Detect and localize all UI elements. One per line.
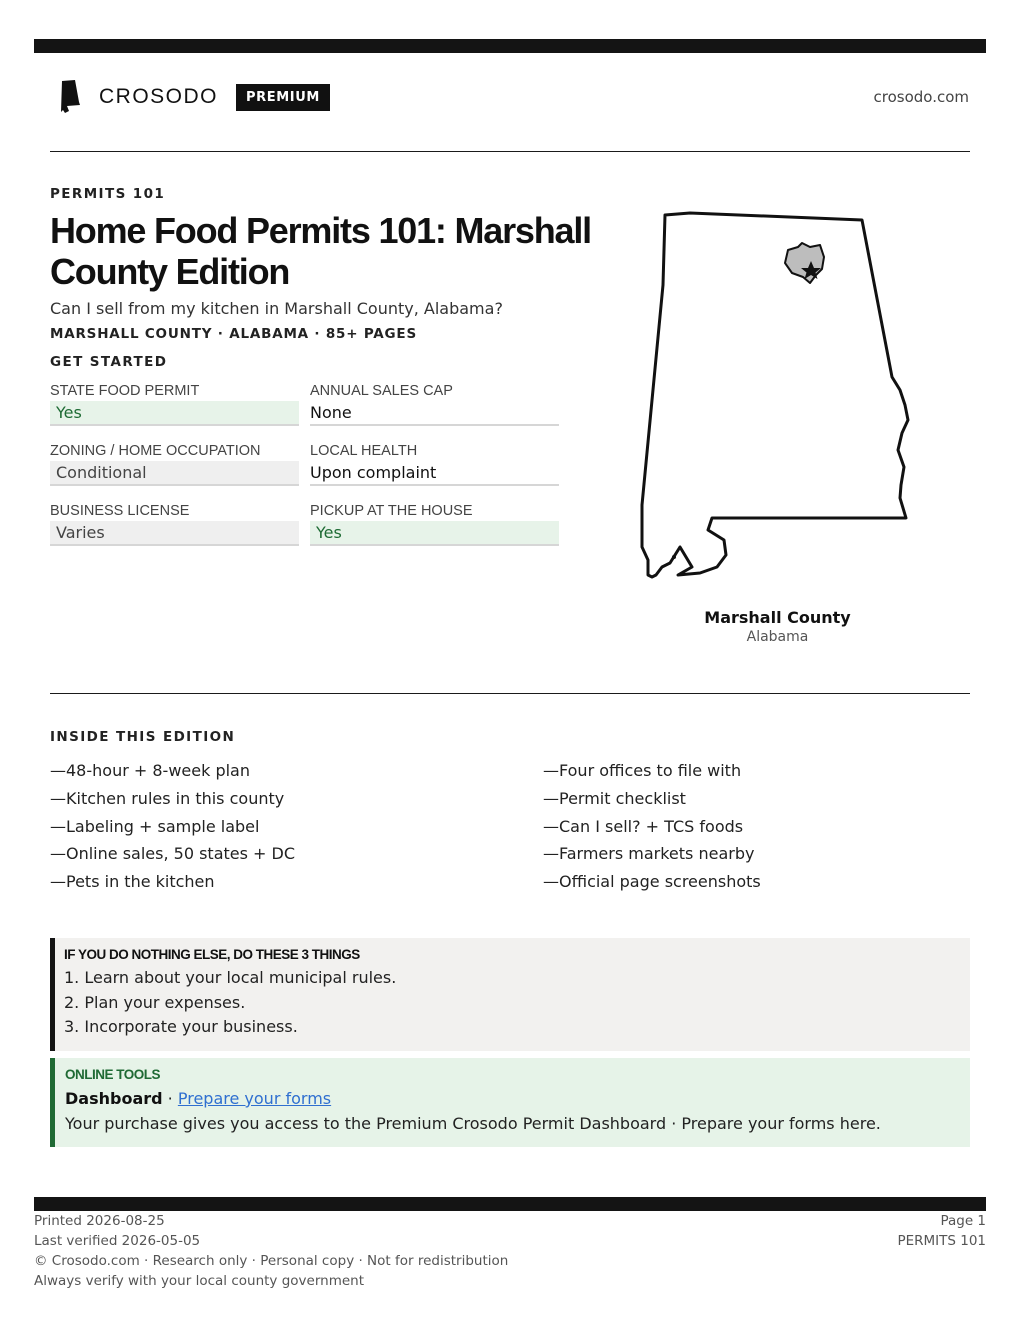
verified-date: Last verified 2026-05-05	[34, 1233, 201, 1249]
toc-item: —Permit checklist	[543, 788, 686, 808]
premium-badge: PREMIUM	[236, 84, 330, 111]
city-dot	[672, 555, 676, 559]
three-things-item: 3. Incorporate your business.	[64, 1017, 298, 1036]
fact-value: Conditional	[50, 461, 299, 486]
dashboard-row	[65, 1086, 970, 1111]
brand[interactable]	[60, 80, 330, 114]
toc-item: —Online sales, 50 states + DC	[50, 844, 296, 864]
toc-item: —Can I sell? + TCS foods	[543, 816, 744, 836]
three-things-box	[50, 938, 970, 1051]
page-title: Home Food Permits 101: Marshall County Edition	[50, 210, 591, 292]
get-started-heading: GET STARTED	[50, 354, 168, 370]
fact-value: Varies	[50, 521, 299, 546]
map-county-name: Marshall County	[704, 608, 851, 627]
three-things-item: 2. Plan your expenses.	[64, 992, 246, 1012]
dashboard-label: Dashboard	[65, 1089, 163, 1108]
map-caption	[640, 608, 915, 645]
prepare-forms-link[interactable]: Prepare your forms	[177, 1089, 332, 1108]
fact-label: STATE FOOD PERMIT	[50, 383, 200, 399]
fact-label: PICKUP AT THE HOUSE	[310, 503, 473, 519]
fact-label: ZONING / HOME OCCUPATION	[50, 443, 261, 459]
top-bar	[34, 39, 986, 53]
toc-item: —Kitchen rules in this county	[50, 788, 285, 808]
fact-local-health	[310, 441, 559, 486]
inside-heading: INSIDE THIS EDITION	[50, 729, 236, 745]
map-state-name: Alabama	[746, 629, 809, 645]
fact-label: ANNUAL SALES CAP	[310, 383, 453, 399]
toc-item: —Four offices to file with	[543, 761, 742, 780]
toc-left-column	[50, 757, 295, 896]
toc-item: —Labeling + sample label	[50, 816, 260, 836]
page-number: Page 1	[940, 1213, 986, 1229]
toc-item: —Farmers markets nearby	[543, 844, 755, 864]
alabama-outline	[642, 213, 908, 577]
footer-section: PERMITS 101	[897, 1233, 986, 1249]
toc-item: —Pets in the kitchen	[50, 872, 215, 892]
brand-name: CROSODO	[99, 85, 219, 108]
fact-value: Yes	[310, 521, 559, 546]
copyright: © Crosodo.com · Research only · Personal copy · Not for redistribution	[34, 1253, 509, 1269]
fact-pickup-at-house	[310, 501, 559, 546]
fact-label: BUSINESS LICENSE	[50, 503, 190, 519]
online-tools-heading: ONLINE TOOLS	[65, 1067, 161, 1082]
alabama-map	[630, 205, 930, 585]
alabama-logo-icon	[60, 80, 82, 114]
divider	[50, 151, 970, 152]
fact-value: Yes	[50, 401, 299, 426]
three-things-item: 1. Learn about your local municipal rules.	[64, 968, 397, 987]
printed-date: Printed 2026-08-25	[34, 1213, 165, 1229]
verify-note: Always verify with your local county government	[34, 1273, 364, 1289]
fact-state-food-permit	[50, 381, 299, 426]
separator: ·	[167, 1089, 173, 1108]
footer-left	[34, 1211, 508, 1291]
bottom-bar	[34, 1197, 986, 1211]
site-url[interactable]: crosodo.com	[873, 88, 969, 106]
divider	[50, 693, 970, 694]
edition-meta: MARSHALL COUNTY · ALABAMA · 85+ PAGES	[50, 326, 417, 342]
fact-annual-sales-cap	[310, 381, 559, 426]
footer-right	[897, 1211, 986, 1251]
dashboard-description: Your purchase gives you access to the Premium Crosodo Permit Dashboard · Prepare your forms here.	[65, 1114, 881, 1133]
toc-right-column	[543, 757, 761, 896]
facts-grid	[50, 381, 559, 546]
fact-value: Upon complaint	[310, 461, 559, 486]
fact-value: None	[310, 401, 559, 426]
page-subtitle: Can I sell from my kitchen in Marshall County, Alabama?	[50, 299, 503, 318]
fact-zoning	[50, 441, 299, 486]
fact-business-license	[50, 501, 299, 546]
toc-item: —Official page screenshots	[543, 872, 761, 892]
fact-label: LOCAL HEALTH	[310, 443, 418, 459]
toc-item: —48-hour + 8-week plan	[50, 761, 250, 780]
three-things-heading: IF YOU DO NOTHING ELSE, DO THESE 3 THINGS	[64, 947, 360, 962]
online-tools-box	[50, 1058, 970, 1147]
section-kicker: PERMITS 101	[50, 186, 166, 202]
